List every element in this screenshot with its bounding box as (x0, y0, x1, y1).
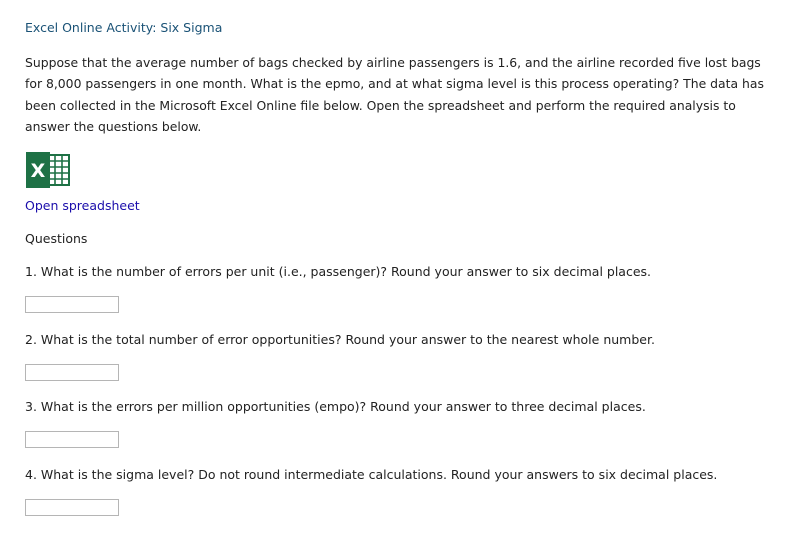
excel-icon-letter: X (30, 160, 46, 182)
question-4: 4. What is the sigma level? Do not round intermediate calculations. Round your answers to six decimal places. (25, 467, 718, 482)
excel-icon[interactable] (25, 151, 71, 189)
answer-3-input[interactable] (25, 431, 119, 448)
answer-4-input[interactable] (25, 499, 119, 516)
questions-heading: Questions (25, 231, 88, 246)
open-spreadsheet-link[interactable]: Open spreadsheet (25, 198, 140, 213)
activity-title: Excel Online Activity: Six Sigma (25, 20, 223, 35)
question-1: 1. What is the number of errors per unit (i.e., passenger)? Round your answer to six decimal places. (25, 264, 652, 279)
answer-2-input[interactable] (25, 364, 119, 381)
question-2: 2. What is the total number of error opportunities? Round your answer to the nearest whole number. (25, 332, 655, 347)
problem-statement: Suppose that the average number of bags checked by airline passengers is 1.6, and the airline recorded five lost bags for 8,000 passengers in one month. What is the epmo, and at what sigma level is this process operating? The data has been collected in the Microsoft Excel Online file below. Open the spreadsheet and perform the required analysis to answer the questions below. (25, 55, 764, 134)
question-3: 3. What is the errors per million opportunities (empo)? Round your answer to three decimal places. (25, 399, 646, 414)
answer-1-input[interactable] (25, 296, 119, 313)
